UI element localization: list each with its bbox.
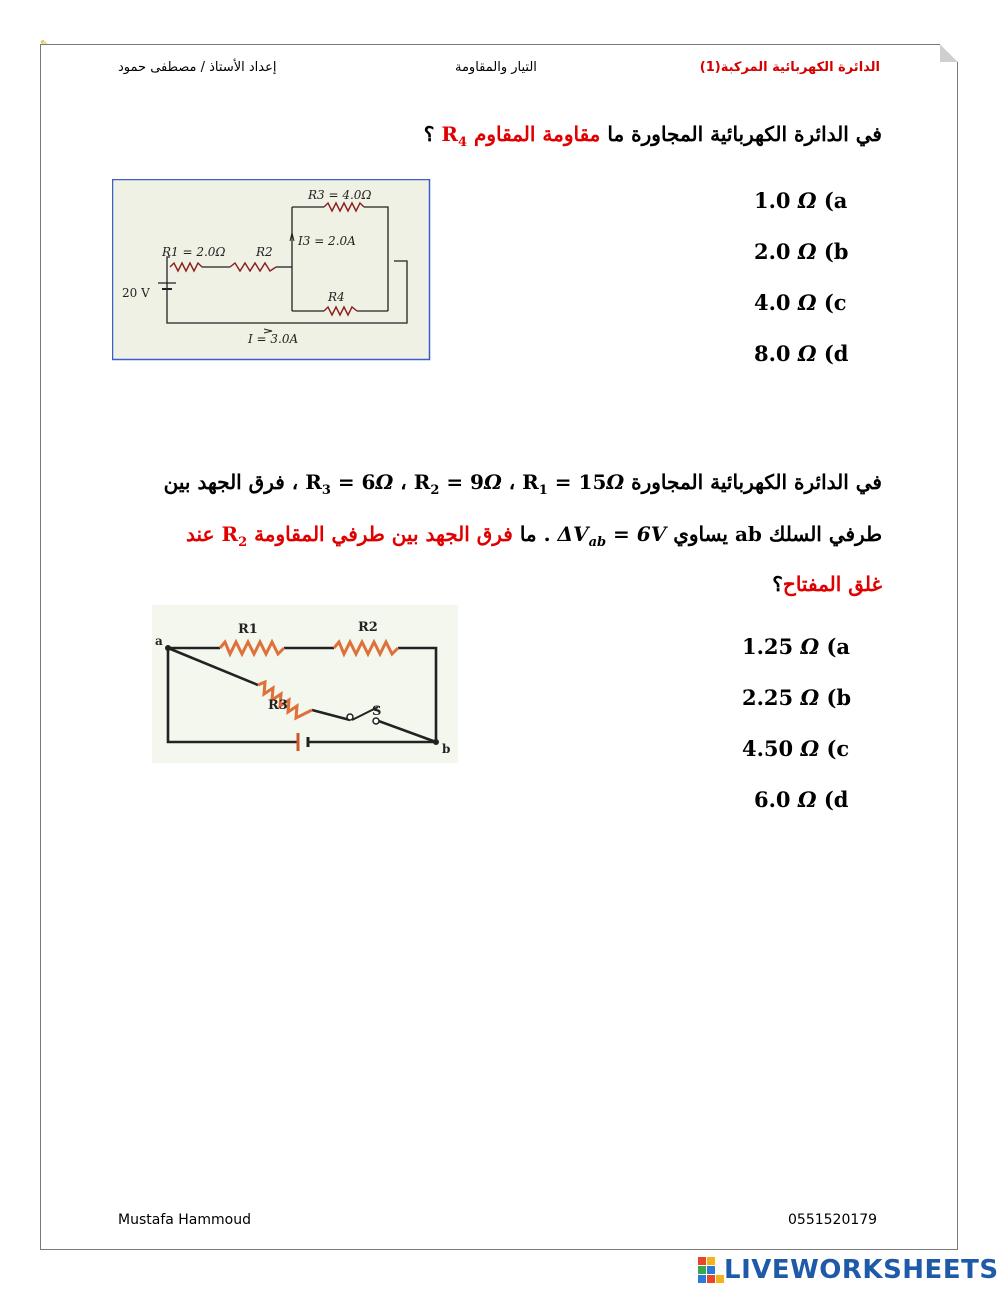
q2-label-r1: R1 (238, 622, 258, 637)
q1-label-r3: R3 = 4.0Ω (308, 188, 372, 202)
q1-text (424, 122, 882, 150)
q2-circuit-figure (152, 605, 458, 763)
q1-option-b[interactable]: 2.0 Ω (b (754, 239, 849, 264)
q1-label-r4: R4 (328, 290, 345, 304)
q1-label-i: I = 3.0A (248, 332, 299, 346)
q2-line2: طرفي السلك ab يساوي $\Delta V_{ab} = 6V$ . ما فرق الجهد بين طرفي المقاومة $R_2$ عند (186, 522, 882, 550)
liveworksheets-text: LIVEWORKSHEETS (724, 1255, 999, 1285)
q2-label-s: S (372, 704, 382, 719)
header-topic: التيار والمقاومة (455, 60, 537, 75)
q1-option-c[interactable]: 4.0 Ω (c (754, 290, 847, 315)
q2-label-r2: R2 (358, 620, 378, 635)
q2-delta-v: $\Delta V_{ab} = 6V$ (557, 522, 667, 550)
q1-label-v: 20 V (122, 286, 150, 300)
q1-option-d[interactable]: 8.0 Ω (d (754, 341, 849, 366)
page-fold-corner (940, 44, 958, 62)
q2-label-b: b (442, 742, 451, 756)
q1-circuit-figure (112, 179, 432, 361)
q1-qmark: ؟ (423, 122, 435, 146)
q2-option-c[interactable]: 4.50 Ω (c (742, 736, 850, 761)
liveworksheets-logo-icon (698, 1257, 724, 1283)
q1-label-i3: I3 = 2.0A (298, 234, 356, 248)
q1-option-a[interactable]: 1.0 Ω (a (754, 188, 848, 213)
header-title: الدائرة الكهربائية المركبة(1) (699, 60, 880, 75)
q2-option-b[interactable]: 2.25 Ω (b (742, 685, 852, 710)
q1-label-r1: R1 = 2.0Ω (162, 245, 226, 259)
q2-option-d[interactable]: 6.0 Ω (d (754, 787, 849, 812)
footer-phone: 0551520179 (788, 1212, 878, 1228)
q2-line3: غلق المفتاح؟ (772, 572, 882, 596)
header-author: إعداد الأستاذ / مصطفى حمود (118, 60, 277, 75)
footer-name: Mustafa Hammoud (118, 1212, 251, 1228)
q2-label-r3: R3 (268, 698, 288, 713)
q1-text-a: في الدائرة الكهربائية المجاورة ما (607, 122, 882, 146)
q2-line1: في الدائرة الكهربائية المجاورة $R_1 = 15\Omega$ ، $R_2 = 9\Omega$ ، $R_3 = 6\Omega$ ، فرق الجهد بين (163, 470, 882, 498)
liveworksheets-logo[interactable] (698, 1255, 999, 1285)
q1-label-r2: R2 (256, 245, 273, 259)
q1-text-red: مقاومة المقاوم $R_4$ (441, 122, 601, 150)
q2-option-a[interactable]: 1.25 Ω (a (742, 634, 851, 659)
q2-label-a: a (155, 634, 163, 648)
